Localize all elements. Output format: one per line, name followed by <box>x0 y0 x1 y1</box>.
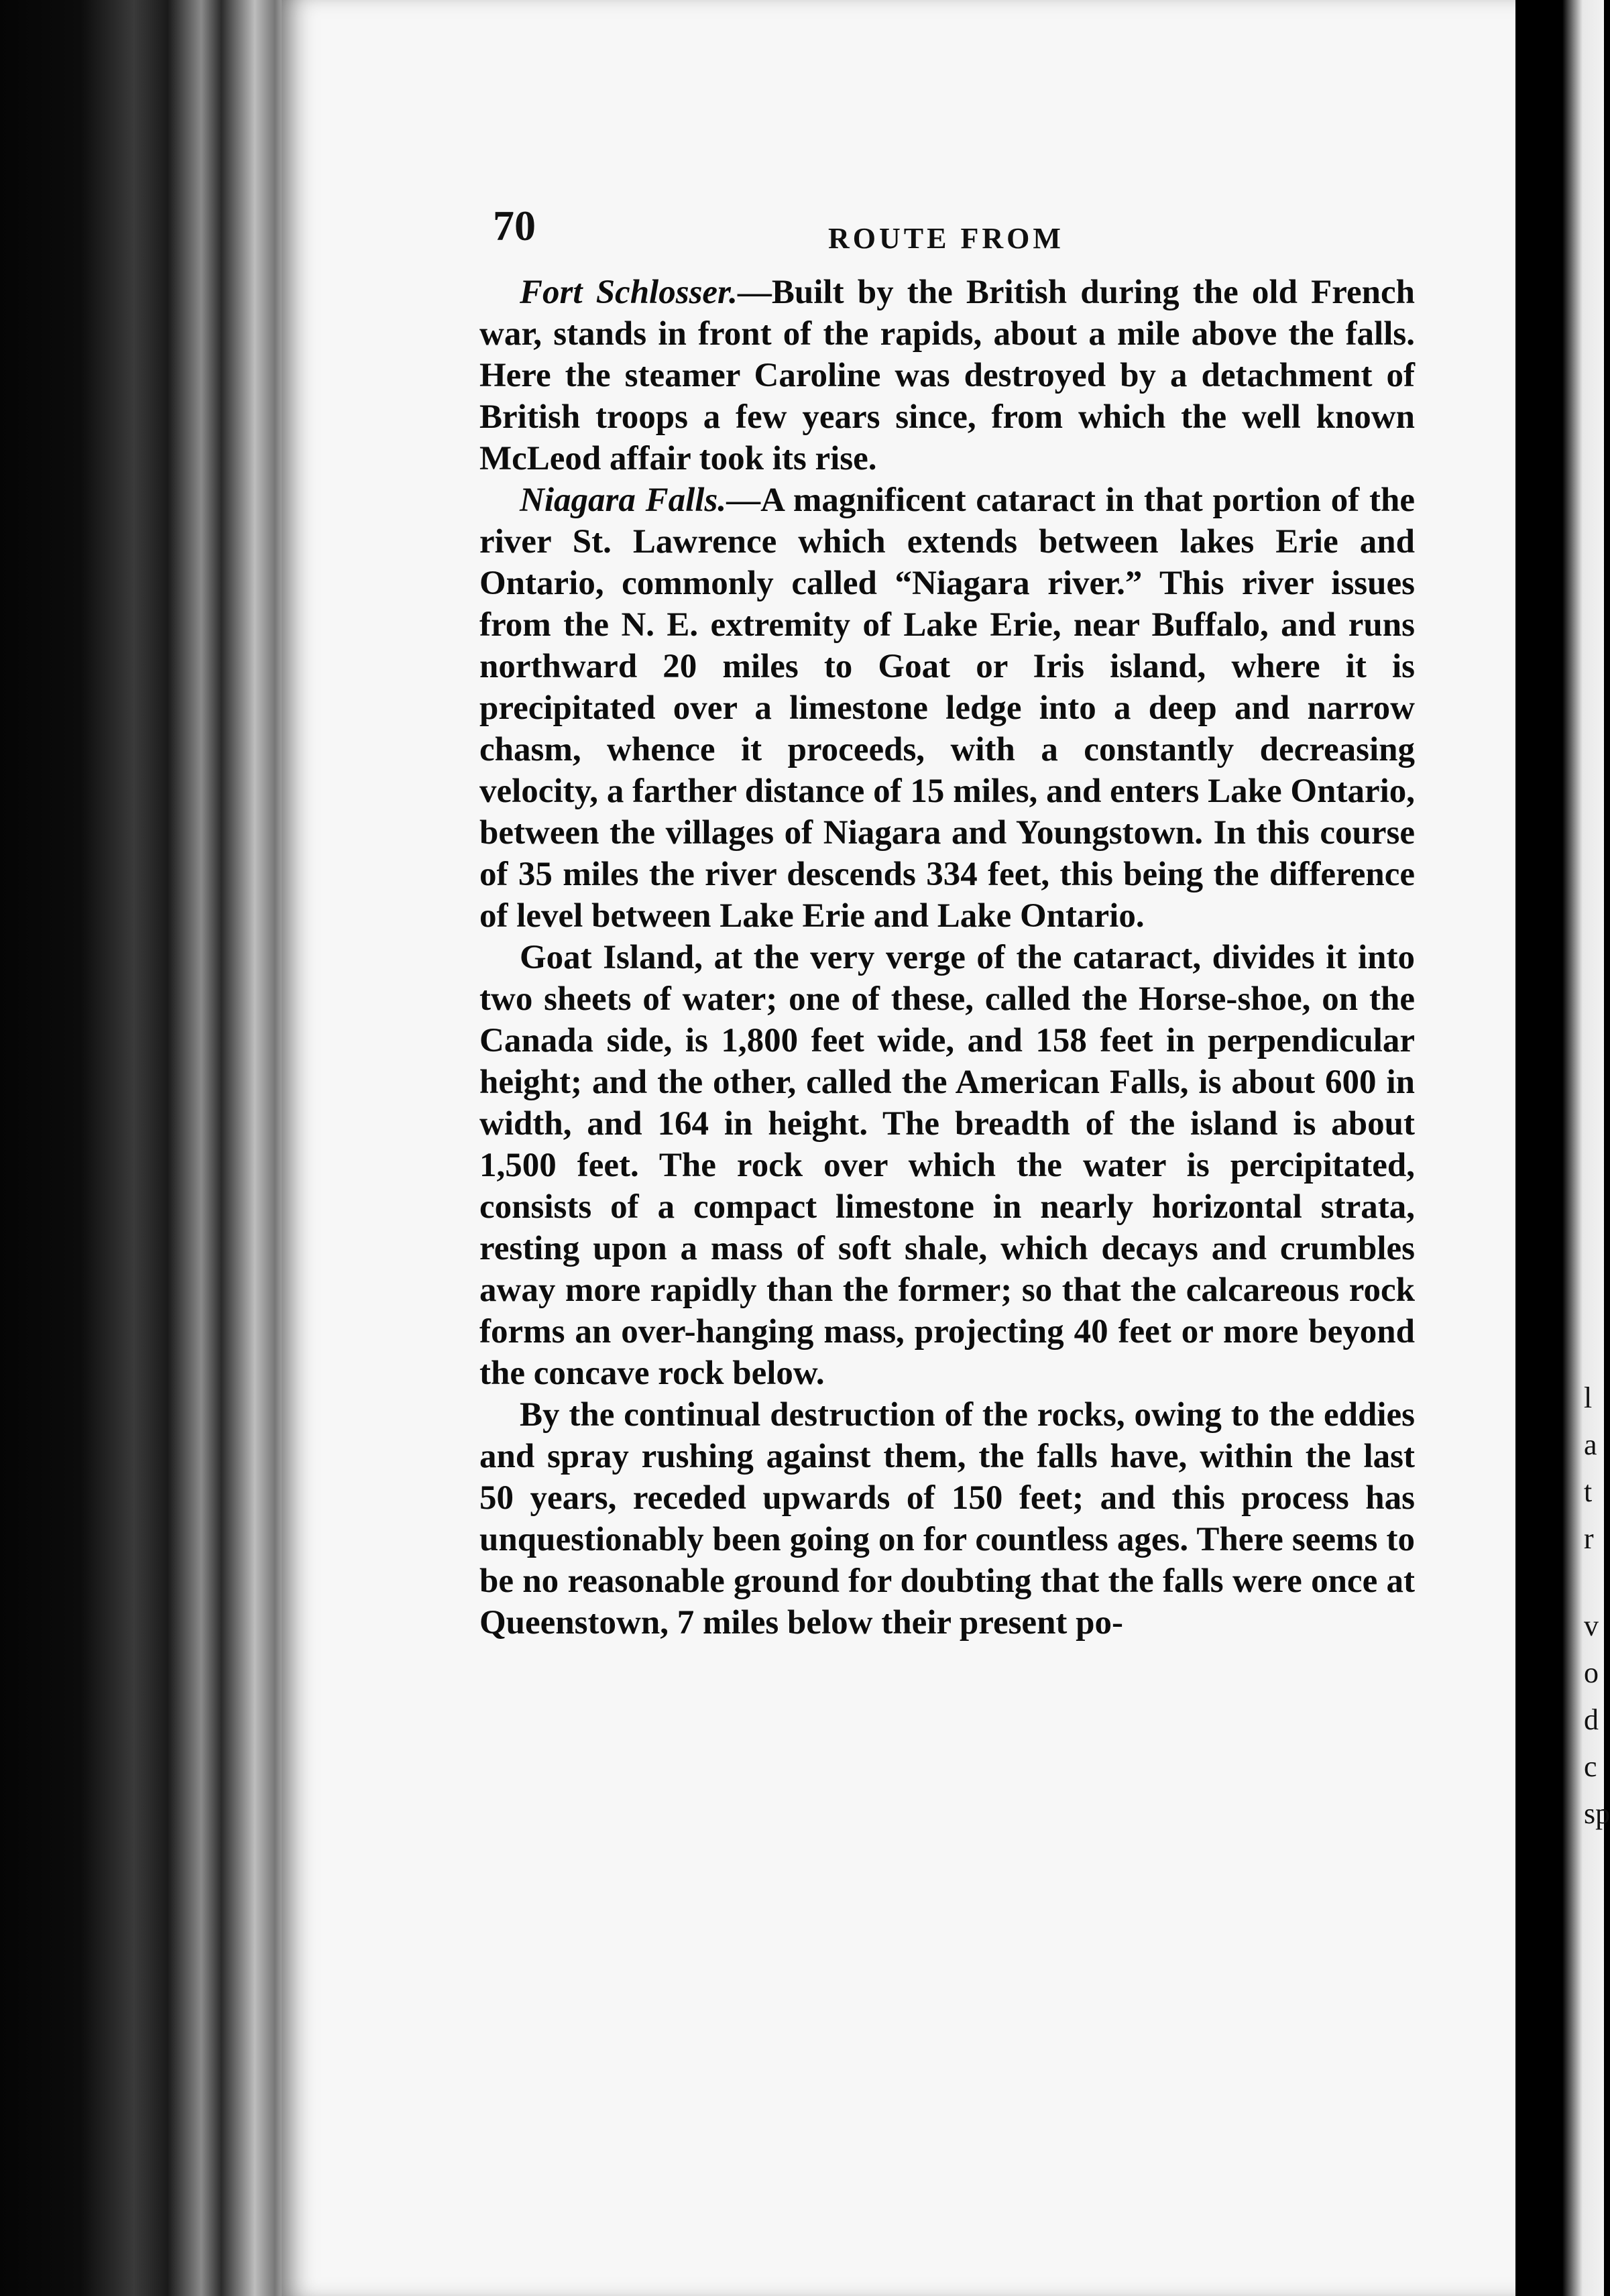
facing-letter: a <box>1584 1428 1597 1461</box>
facing-page-edge <box>1515 0 1610 2296</box>
facing-letter: l <box>1584 1381 1593 1414</box>
paragraph-text: Goat Island, at the very verge of the cataract, divides it into two sheets of water; one of these, called the Horse-shoe, on the Canada side, is 1,800 feet wide, and 158 feet in perpendicular height; and the other, called the American Falls, is about 600 in width, and 164 in height. The breadth of the island is about 1,500 feet. The rock over which the water is percipitated, consists of a compact limestone in nearly horizontal strata, resting upon a mass of soft shale, which decays and crumbles away more rapidly than the former; so that the calcareous rock forms an over-hanging mass, projecting 40 feet or more beyond the concave rock below. <box>479 939 1415 1392</box>
paragraph-text: —A magnificent cataract in that portion of the river St. Lawrence which extends between lakes Erie and Ontario, commonly called “Niagara river.” This river issues from the N. E. extremity of Lake Erie, near Buffalo, and runs northward 20 miles to Goat or Iris island, where it is precipitated over a limestone ledge into a deep and narrow chasm, whence it proceeds, with a constantly decreasing velocity, a farther distance of 15 miles, and enters Lake Ontario, between the villages of Niagara and Youngstown. In this course of 35 miles the river descends 334 feet, this being the difference of level between Lake Erie and Lake Ontario. <box>479 481 1415 935</box>
paragraph-title: Niagara Falls. <box>520 481 727 519</box>
body-text <box>479 272 1415 1644</box>
paragraph-recession <box>479 1394 1415 1644</box>
page-header <box>486 201 1412 255</box>
page-number: 70 <box>493 202 536 249</box>
facing-letter: o <box>1584 1656 1599 1689</box>
facing-letter: c <box>1584 1750 1597 1783</box>
facing-page-letters <box>1584 1375 1610 1837</box>
facing-letter: v <box>1584 1609 1599 1642</box>
paragraph-fort-schlosser <box>479 272 1415 479</box>
paragraph-title: Fort Schlosser. <box>520 274 738 311</box>
paragraph-niagara-falls <box>479 479 1415 937</box>
running-head: ROUTE FROM <box>828 222 1064 255</box>
facing-letter: d <box>1584 1703 1599 1736</box>
book-spine <box>0 0 295 2296</box>
paragraph-text: By the continual destruction of the rocks, owing to the eddies and spray rushing against them, the falls have, within the last 50 years, receded upwards of 150 feet; and this process has unquestionably been going on for countless ages. There seems to be no reasonable ground for doubting that the falls were once at Queenstown, 7 miles below their present po- <box>479 1396 1415 1642</box>
facing-letter: r <box>1584 1522 1594 1555</box>
paragraph-goat-island <box>479 937 1415 1394</box>
paragraph-text: —Built by the British during the old French war, stands in front of the rapids, about a mile above the falls. Here the steamer Caroline was destroyed by a detachment of British troops a few years since, from which the well known McLeod affair took its rise. <box>479 274 1415 477</box>
facing-letter: t <box>1584 1475 1593 1508</box>
facing-letter: sp <box>1584 1797 1610 1830</box>
